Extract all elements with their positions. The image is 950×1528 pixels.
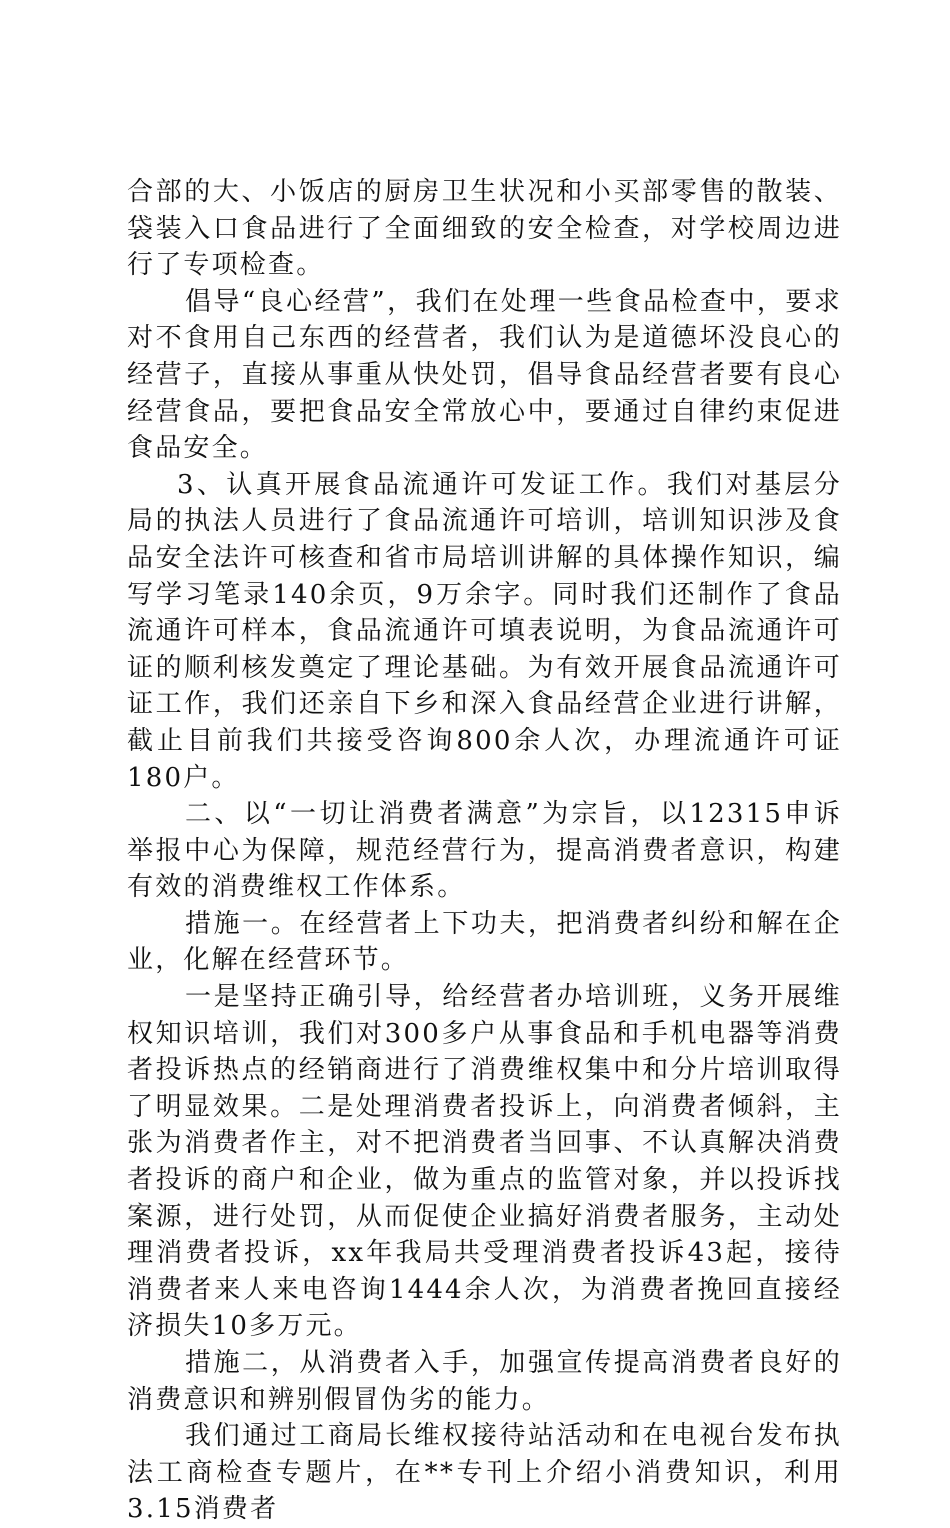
- paragraph-5: 措施一。在经营者上下功夫，把消费者纠纷和解在企业，化解在经营环节。: [127, 908, 842, 976]
- paragraph-8: 我们通过工商局长维权接待站活动和在电视台发布执法工商检查专题片，在**专刊上介绍小消费知识，利用3.15消费者: [127, 1421, 842, 1525]
- document-body: [127, 174, 842, 1528]
- paragraph-2: 倡导“良心经营”，我们在处理一些食品检查中，要求对不食用自己东西的经营者，我们认为是道德坏没良心的经营子，直接从事重从快处罚，倡导食品经营者要有良心经营食品，要把食品安全常放心中，要通过自律约束促进食品安全。: [127, 286, 842, 464]
- paragraph-3: 3、认真开展食品流通许可发证工作。我们对基层分局的执法人员进行了食品流通许可培训，培训知识涉及食品安全法许可核查和省市局培训讲解的具体操作知识，编写学习笔录140余页，9万余字。同时我们还制作了食品流通许可样本，食品流通许可填表说明，为食品流通许可证的顺利核发奠定了理论基础。为有效开展食品流通许可证工作，我们还亲自下乡和深入食品经营企业进行讲解，截止目前我们共接受咨询800余人次，办理流通许可证180户。: [127, 469, 842, 793]
- paragraph-7: 措施二，从消费者入手，加强宣传提高消费者良好的消费意识和辨别假冒伪劣的能力。: [127, 1348, 842, 1415]
- paragraph-4: 二、以“一切让消费者满意”为宗旨，以12315申诉举报中心为保障，规范经营行为，提高消费者意识，构建有效的消费维权工作体系。: [127, 799, 842, 903]
- paragraph-6: 一是坚持正确引导，给经营者办培训班，义务开展维权知识培训，我们对300多户从事食品和手机电器等消费者投诉热点的经销商进行了消费维权集中和分片培训取得了明显效果。二是处理消费者投诉上，向消费者倾斜，主张为消费者作主，对不把消费者当回事、不认真解决消费者投诉的商户和企业，做为重点的监管对象，并以投诉找案源，进行处罚，从而促使企业搞好消费者服务，主动处理消费者投诉，xx年我局共受理消费者投诉43起，接待消费者来人来电咨询1444余人次，为消费者挽回直接经济损失10多万元。: [127, 982, 842, 1342]
- paragraph-1: 合部的大、小饭店的厨房卫生状况和小买部零售的散装、袋装入口食品进行了全面细致的安全检查，对学校周边进行了专项检查。: [127, 177, 842, 281]
